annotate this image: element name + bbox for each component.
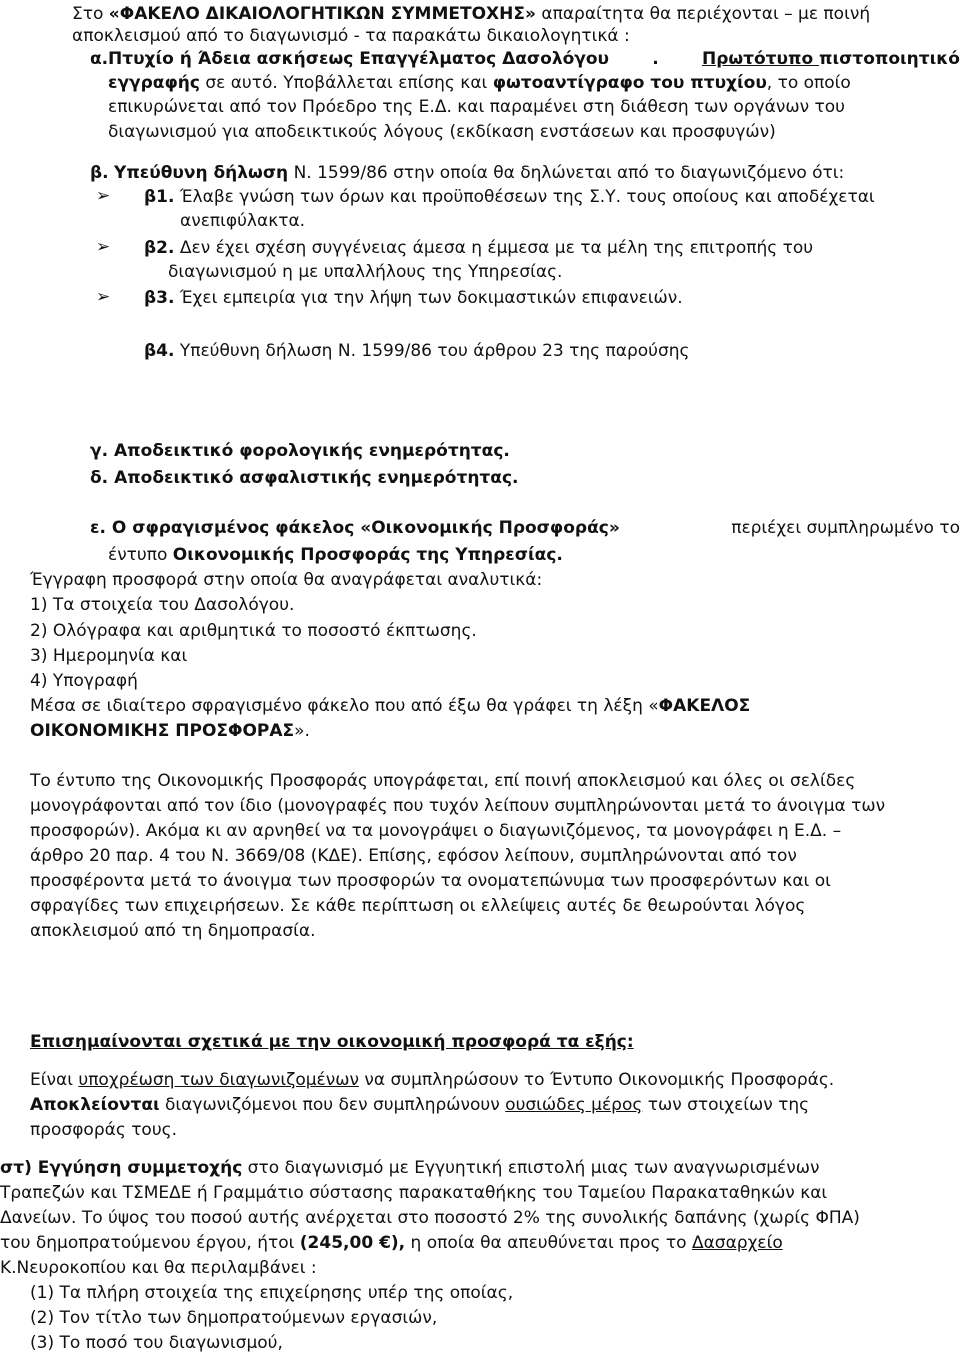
intro-text: Στο «ΦΑΚΕΛΟ ΔΙΚΑΙΟΛΟΓΗΤΙΚΩΝ ΣΥΜΜΕΤΟΧΗΣ» απαραίτητα θα περιέχονται – με ποινή xyxy=(72,4,871,24)
guarantee-item-1: (1) Τα πλήρη στοιχεία της επιχείρησης υπέρ της οποίας, xyxy=(30,1283,514,1303)
offer-item-3: 3) Ημερομηνία και xyxy=(30,646,188,666)
paragraph-line-7: αποκλεισμού από τη δημοπρασία. xyxy=(30,921,316,941)
notes-line-3: προσφοράς τους. xyxy=(30,1120,178,1140)
offer-intro: Έγγραφη προσφορά στην οποία θα αναγράφεται αναλυτικά: xyxy=(30,570,543,590)
paragraph-line-4: άρθρο 20 παρ. 4 του Ν. 3669/08 (ΚΔΕ). Επίσης, εφόσον λείπουν, συμπληρώνονται από τον xyxy=(30,846,797,866)
paragraph-line-2: μονογράφονται από τον ίδιο (μονογραφές που τυχόν λείπουν συμπληρώνονται μετά το άνοιγμα των xyxy=(30,796,886,816)
guarantee-line-2: Τραπεζών και ΤΣΜΕΔΕ ή Γραμμάτιο σύστασης παρακαταθήκης του Ταμείου Παρακαταθηκών και xyxy=(0,1183,828,1203)
paragraph-line-5: προσφέροντα μετά το άνοιγμα των προσφορών τα ονοματεπώνυμα των προσφερόντων και οι xyxy=(30,871,831,891)
item-e-line-2: έντυπο Οικονομικής Προσφοράς της Υπηρεσίας. xyxy=(108,545,563,565)
notes-line-2: Αποκλείονται διαγωνιζόμενοι που δεν συμπληρώνουν ουσιώδες μέρος των στοιχείων της xyxy=(30,1095,810,1115)
item-a-label: α. xyxy=(90,49,109,69)
notes-line-1: Είναι υποχρέωση των διαγωνιζομένων να συμπληρώσουν το Έντυπο Οικονομικής Προσφοράς. xyxy=(30,1070,835,1090)
guarantee-item-2: (2) Τον τίτλο των δημοπρατούμενων εργασιών, xyxy=(30,1308,438,1328)
paragraph-line-3: προσφορών). Ακόμα κι αν αρνηθεί να τα μονογράψει ο διαγωνιζόμενος, τα μονογράφει η Ε.Δ. – xyxy=(30,821,842,841)
item-b1-line-1: β1. Έλαβε γνώση των όρων και προϋποθέσεων της Σ.Υ. τους οποίους και αποδέχεται xyxy=(144,187,875,207)
guarantee-line-4: του δημοπρατούμενου έργου, ήτοι (245,00 €), η οποία θα απευθύνεται προς το Δασαρχείο xyxy=(0,1233,783,1253)
item-e-line-1: ε. Ο σφραγισμένος φάκελος «Οικονομικής Προσφοράς» περιέχει συμπληρωμένο το xyxy=(90,518,960,538)
item-b-line: β. Υπεύθυνη δήλωση Ν. 1599/86 στην οποία θα δηλώνεται από το διαγωνιζόμενο ότι: xyxy=(90,163,845,183)
arrow-bullet-icon: ➢ xyxy=(96,186,111,206)
item-b1-line-2: ανεπιφύλακτα. xyxy=(180,211,306,231)
guarantee-line-3: Δανείων. Το ύψος του ποσού αυτής ανέρχεται στο ποσοστό 2% της συνολικής δαπάνης (χωρίς ΦΠΑ) xyxy=(0,1208,860,1228)
envelope-line-1: Μέσα σε ιδιαίτερο σφραγισμένο φάκελο που από έξω θα γράφει τη λέξη «ΦΑΚΕΛΟΣ xyxy=(30,696,751,716)
item-c-line: γ. Αποδεικτικό φορολογικής ενημερότητας. xyxy=(90,441,510,461)
arrow-bullet-icon: ➢ xyxy=(96,237,111,257)
guarantee-line-1: στ) Εγγύηση συμμετοχής στο διαγωνισμό με Εγγυητική επιστολή μιας των αναγνωρισμένων xyxy=(0,1158,820,1178)
envelope-line-2: ΟΙΚΟΝΟΜΙΚΗΣ ΠΡΟΣΦΟΡΑΣ». xyxy=(30,721,310,741)
guarantee-line-5: Κ.Νευροκοπίου και θα περιλαμβάνει : xyxy=(0,1258,317,1278)
paragraph-line-6: σφραγίδες των επιχειρήσεων. Σε κάθε περίπτωση οι ελλείψεις αυτές δε θεωρούνται λόγος xyxy=(30,896,806,916)
paragraph-line-1: Το έντυπο της Οικονομικής Προσφοράς υπογράφεται, επί ποινή αποκλεισμού και όλες οι σελίδες xyxy=(30,771,856,791)
offer-item-4: 4) Υπογραφή xyxy=(30,671,138,691)
arrow-bullet-icon: ➢ xyxy=(96,287,111,307)
item-b3-line: β3. Έχει εμπειρία για την λήψη των δοκιμαστικών επιφανειών. xyxy=(144,288,683,308)
item-a-line-1: Πτυχίο ή Άδεια ασκήσεως Επαγγέλματος Δασολόγου . Πρωτότυπο πιστοποιητικό xyxy=(108,49,960,69)
item-a-line-2: εγγραφής σε αυτό. Υποβάλλεται επίσης και φωτοαντίγραφο του πτυχίου, το οποίο xyxy=(108,73,851,93)
item-a-line-4: διαγωνισμού για αποδεικτικούς λόγους (εκδίκαση ενστάσεων και προσφυγών) xyxy=(108,122,776,142)
item-d-line: δ. Αποδεικτικό ασφαλιστικής ενημερότητας. xyxy=(90,468,519,488)
intro-line-2: αποκλεισμού από το διαγωνισμό - τα παρακάτω δικαιολογητικά : xyxy=(72,26,630,46)
offer-item-1: 1) Τα στοιχεία του Δασολόγου. xyxy=(30,595,295,615)
guarantee-item-3: (3) Το ποσό του διαγωνισμού, xyxy=(30,1333,283,1353)
item-b4-line: β4. Υπεύθυνη δήλωση Ν. 1599/86 του άρθρου 23 της παρούσης xyxy=(144,341,690,361)
item-b2-line-1: β2. Δεν έχει σχέση συγγένειας άμεσα η έμμεσα με τα μέλη της επιτροπής του xyxy=(144,238,814,258)
intro-line-1 xyxy=(72,3,960,25)
notes-heading: Επισημαίνονται σχετικά με την οικονομική προσφορά τα εξής: xyxy=(30,1032,634,1052)
item-b2-line-2: διαγωνισμού η με υπαλλήλους της Υπηρεσίας. xyxy=(168,262,563,282)
item-a-line-3: επικυρώνεται από τον Πρόεδρο της Ε.Δ. και παραμένει στη διάθεση των οργάνων του xyxy=(108,97,845,117)
offer-item-2: 2) Ολόγραφα και αριθμητικά το ποσοστό έκπτωσης. xyxy=(30,621,477,641)
